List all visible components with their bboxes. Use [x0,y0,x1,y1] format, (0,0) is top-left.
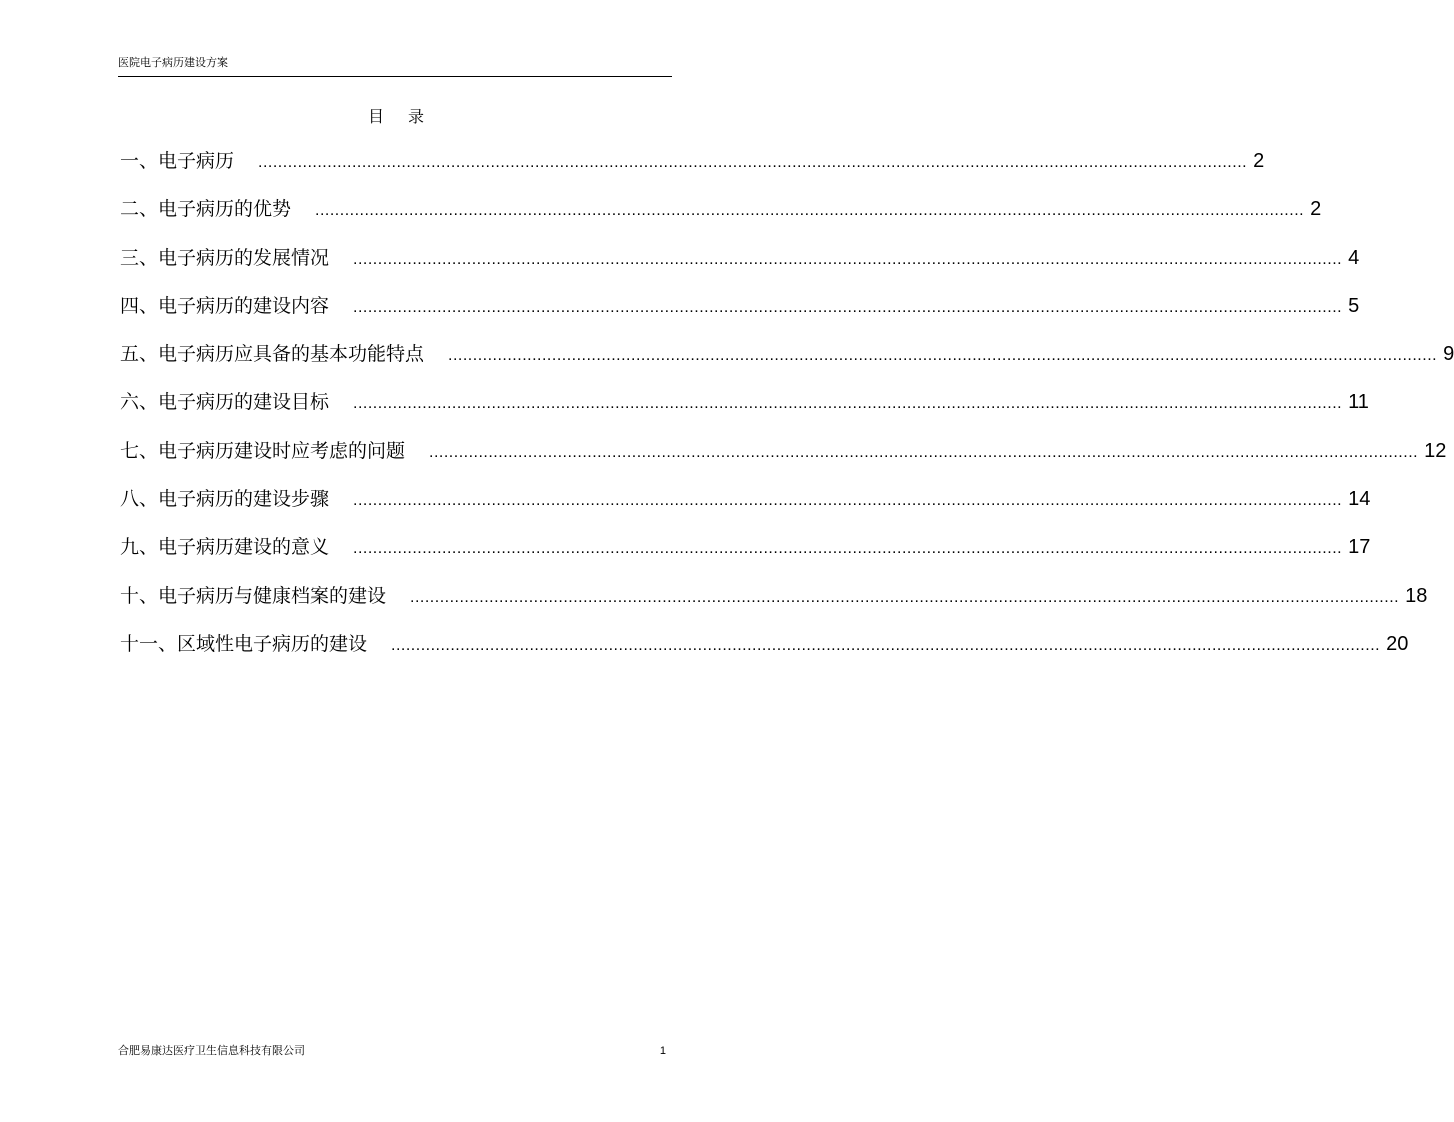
toc-entry[interactable] [120,581,1428,629]
table-of-contents [120,146,1454,677]
toc-entry-label: 十、电子病历与健康档案的建设 [120,584,387,607]
footer-page-number: 1 [659,1045,666,1057]
toc-entry-label: 十一、区域性电子病历的建设 [120,632,368,655]
toc-entry[interactable] [120,629,1409,677]
toc-entry-label: 七、电子病历建设时应考虑的问题 [120,439,406,462]
toc-leader-dots: ........................................................................................................................................................................................................ [410,588,1400,606]
toc-entry[interactable] [120,146,1265,194]
toc-leader-dots: ........................................................................................................................................................................................................ [353,540,1343,558]
toc-entry[interactable] [120,532,1371,580]
toc-leader-dots: ........................................................................................................................................................................................................ [315,202,1305,220]
toc-entry-page: 18 [1405,584,1428,607]
toc-entry-page: 14 [1348,488,1371,511]
document-title: 医院电子病历建设方案 [118,56,228,69]
toc-entry[interactable] [120,243,1360,291]
page-footer [118,1044,666,1060]
toc-entry[interactable] [120,387,1369,435]
toc-leader-dots: ........................................................................................................................................................................................................ [258,154,1248,171]
toc-leader-dots: ........................................................................................................................................................................................................ [353,250,1343,268]
toc-entry-label: 六、电子病历的建设目标 [120,391,330,414]
footer-company-name: 合肥易康达医疗卫生信息科技有限公司 [118,1044,305,1057]
toc-entry[interactable] [120,339,1454,387]
toc-entry-label: 四、电子病历的建设内容 [120,294,330,317]
toc-entry-page: 11 [1348,391,1369,414]
toc-entry-page: 4 [1348,246,1360,269]
toc-entry-label: 八、电子病历的建设步骤 [120,488,330,511]
toc-entry-page: 5 [1348,294,1360,317]
toc-entry-page: 12 [1424,439,1447,462]
toc-entry-page: 2 [1310,198,1322,221]
toc-entry-label: 一、电子病历 [120,150,235,172]
toc-leader-dots: ........................................................................................................................................................................................................ [353,492,1343,510]
toc-entry[interactable] [120,484,1371,532]
page-header [118,56,672,77]
toc-entry[interactable] [120,291,1360,339]
toc-leader-dots: ........................................................................................................................................................................................................ [429,443,1419,461]
toc-leader-dots: ........................................................................................................................................................................................................ [448,347,1438,365]
toc-entry-page: 2 [1253,150,1265,172]
toc-entry-label: 三、电子病历的发展情况 [120,246,330,269]
toc-entry-label: 九、电子病历建设的意义 [120,536,330,559]
toc-entry-page: 9 [1443,343,1454,366]
toc-entry-page: 17 [1348,536,1371,559]
toc-entry-label: 二、电子病历的优势 [120,198,292,221]
toc-leader-dots: ........................................................................................................................................................................................................ [353,395,1343,413]
toc-leader-dots: ........................................................................................................................................................................................................ [353,298,1343,316]
toc-entry[interactable] [120,436,1447,484]
toc-title: 目录 [367,107,448,126]
toc-entry[interactable] [120,194,1322,242]
toc-leader-dots: ........................................................................................................................................................................................................ [391,636,1381,654]
toc-entry-page: 20 [1386,632,1409,655]
toc-entry-label: 五、电子病历应具备的基本功能特点 [120,343,425,366]
